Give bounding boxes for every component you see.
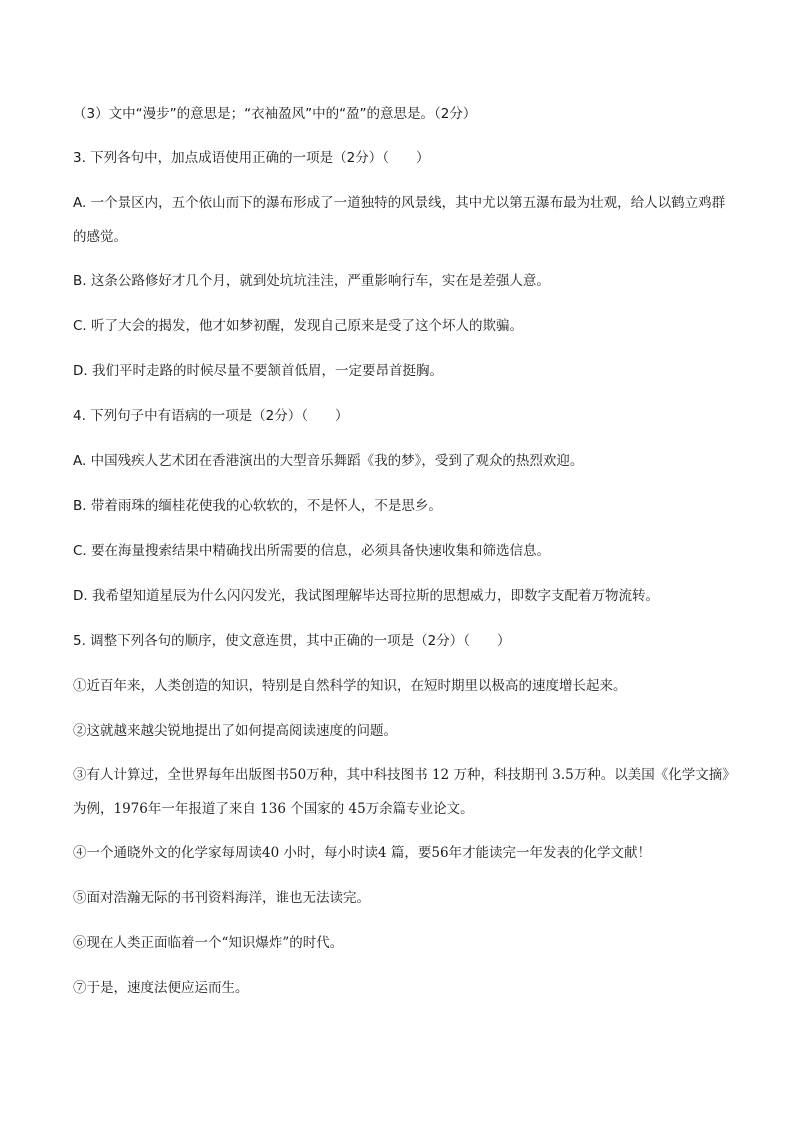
sentence-3: ③有人计算过，全世界每年出版图书50万种，其中科技图书 12 万种，科技期刊 3.5万种。以美国《化学文摘》为例，1976年一年报道了来自 136 个国家的 45万余篇专业论文。 xyxy=(73,767,729,817)
sentence-6: ⑥现在人类正面临着一个“知识爆炸”的时代。 xyxy=(73,935,344,951)
question-3-option-c: C. 听了大会的揭发，他才如梦初醒，发现自己原来是受了这个坏人的欺骗。 xyxy=(73,318,524,334)
sentence-7: ⑦于是，速度法便应运而生。 xyxy=(73,980,249,996)
question-2-part-3: （3）文中“漫步”的意思是；“衣袖盈风”中的“盈”的意思是。（2分） xyxy=(73,106,477,122)
question-4-option-c: C. 要在海量搜索结果中精确找出所需要的信息，必须具备快速收集和筛选信息。 xyxy=(73,543,551,559)
question-3-option-d: D. 我们平时走路的时候尽量不要颔首低眉，一定要昂首挺胸。 xyxy=(73,363,443,379)
sentence-4: ④一个通晓外文的化学家每周读40 小时，每小时读4 篇，要56年才能读完一年发表的化学文献！ xyxy=(73,845,652,861)
sentence-1: ①近百年来，人类创造的知识，特别是自然科学的知识，在短时期里以极高的速度增长起来。 xyxy=(73,678,627,694)
question-3-option-b: B. 这条公路修好才几个月，就到处坑坑洼洼，严重影响行车，实在是差强人意。 xyxy=(73,273,550,289)
question-3-option-a: A. 一个景区内，五个依山而下的瀑布形成了一道独特的风景线，其中尤以第五瀑布最为壮观，给人以鹤立鸡群的感觉。 xyxy=(73,195,726,245)
question-4-stem: 4. 下列句子中有语病的一项是（2分）（ ） xyxy=(73,408,349,424)
question-4-option-d: D. 我希望知道星辰为什么闪闪发光，我试图理解毕达哥拉斯的思想威力，即数字支配着万物流转。 xyxy=(73,588,659,604)
question-4-option-b: B. 带着雨珠的缅桂花使我的心软软的，不是怀人，不是思乡。 xyxy=(73,498,442,514)
question-3-stem: 3. 下列各句中，加点成语使用正确的一项是（2分）（ ） xyxy=(73,150,430,166)
sentence-2: ②这就越来越尖锐地提出了如何提高阅读速度的问题。 xyxy=(73,723,397,739)
question-4-option-a: A. 中国残疾人艺术团在香港演出的大型音乐舞蹈《我的梦》，受到了观众的热烈欢迎。 xyxy=(73,453,584,469)
sentence-5: ⑤面对浩瀚无际的书刊资料海洋，谁也无法读完。 xyxy=(73,890,370,906)
question-5-stem: 5. 调整下列各句的顺序，使文意连贯，其中正确的一项是（2分）（ ） xyxy=(73,633,511,649)
